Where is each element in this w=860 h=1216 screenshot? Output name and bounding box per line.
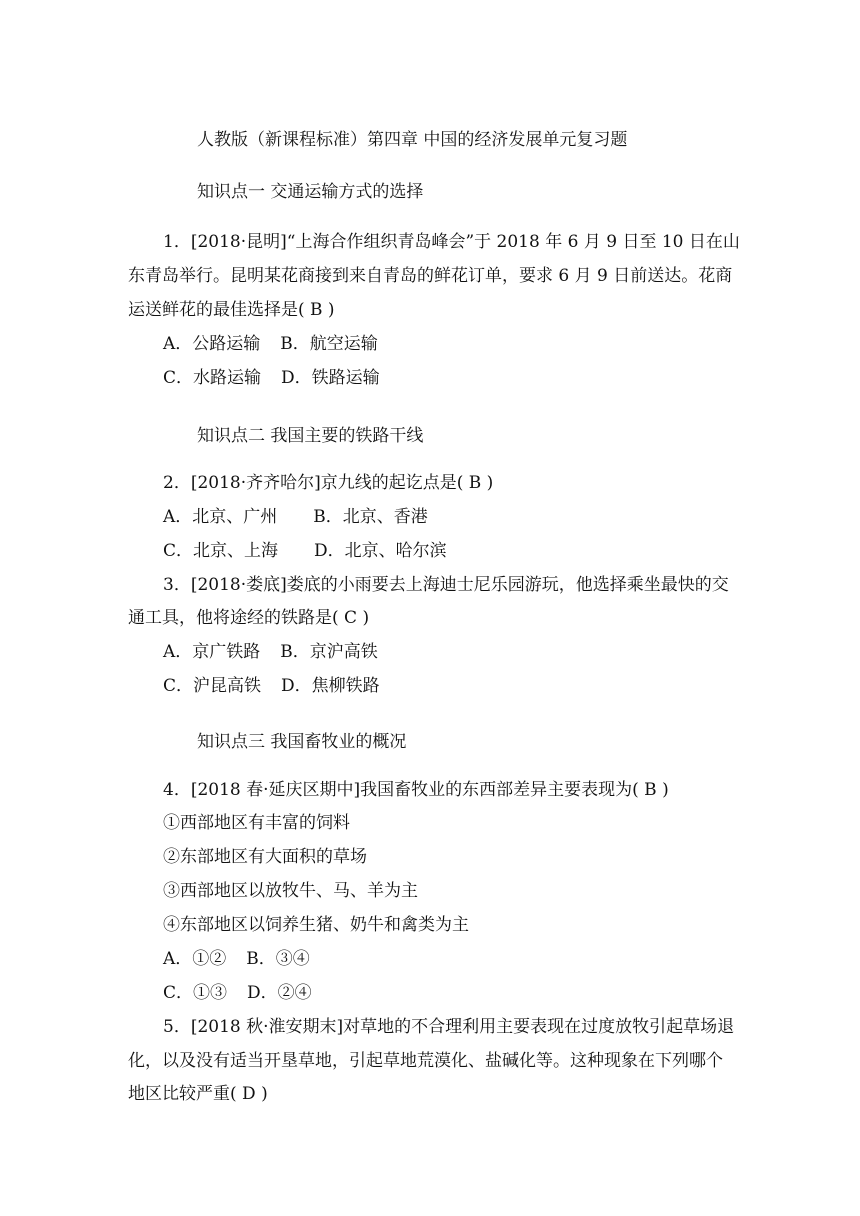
question-1-line-1: 1．[2018·昆明]“上海合作组织青岛峰会”于 2018 年 6 月 9 日至 10 日在山 bbox=[163, 232, 740, 252]
question-4-line-1: 4．[2018 春·延庆区期中]我国畜牧业的东西部差异主要表现为( B ) bbox=[163, 780, 669, 800]
question-3-options-row-1 bbox=[163, 640, 378, 664]
question-4-statement-4: ④东部地区以饲养生猪、奶牛和禽类为主 bbox=[163, 915, 469, 935]
q3-option-a: A．京广铁路 bbox=[163, 642, 261, 662]
question-4-options-row-2 bbox=[163, 981, 312, 1005]
question-4-statement-3: ③西部地区以放牧牛、马、羊为主 bbox=[163, 881, 418, 901]
q2-option-d: D．北京、哈尔滨 bbox=[314, 541, 447, 561]
section-heading-2: 知识点二 我国主要的铁路干线 bbox=[197, 426, 424, 446]
question-2-line-1: 2．[2018·齐齐哈尔]京九线的起讫点是( B ) bbox=[163, 473, 494, 493]
q4-option-b: B．③④ bbox=[246, 949, 310, 969]
q1-option-b: B．航空运输 bbox=[280, 334, 378, 354]
question-5-line-1: 5．[2018 秋·淮安期末]对草地的不合理利用主要表现在过度放牧引起草场退 bbox=[163, 1017, 735, 1037]
question-3-line-1: 3．[2018·娄底]娄底的小雨要去上海迪士尼乐园游玩，他选择乘坐最快的交 bbox=[163, 575, 729, 595]
q3-option-d: D．焦柳铁路 bbox=[281, 676, 380, 696]
q2-option-b: B．北京、香港 bbox=[313, 507, 428, 527]
question-1-line-3: 运送鲜花的最佳选择是( B ) bbox=[128, 300, 335, 320]
q1-option-a: A．公路运输 bbox=[163, 334, 261, 354]
question-4-options-row-1 bbox=[163, 947, 310, 971]
q1-option-c: C．水路运输 bbox=[163, 368, 262, 388]
question-4-statement-1: ①西部地区有丰富的饲料 bbox=[163, 813, 350, 833]
question-5-line-2: 化，以及没有适当开垦草地，引起草地荒漠化、盐碱化等。这种现象在下列哪个 bbox=[128, 1051, 723, 1071]
q2-option-a: A．北京、广州 bbox=[163, 507, 278, 527]
section-heading-1: 知识点一 交通运输方式的选择 bbox=[197, 182, 424, 202]
question-5-line-3: 地区比较严重( D ) bbox=[128, 1084, 268, 1104]
q2-option-c: C．北京、上海 bbox=[163, 541, 279, 561]
question-1-line-2: 东青岛举行。昆明某花商接到来自青岛的鲜花订单，要求 6 月 9 日前送达。花商 bbox=[128, 266, 733, 286]
q4-option-d: D．②④ bbox=[247, 983, 312, 1003]
q3-option-c: C．沪昆高铁 bbox=[163, 676, 262, 696]
q4-option-a: A．①② bbox=[163, 949, 227, 969]
question-2-options-row-1 bbox=[163, 505, 428, 529]
q3-option-b: B．京沪高铁 bbox=[280, 642, 378, 662]
question-4-statement-2: ②东部地区有大面积的草场 bbox=[163, 847, 367, 867]
question-2-options-row-2 bbox=[163, 539, 447, 563]
question-1-options-row-2 bbox=[163, 366, 380, 390]
q1-option-d: D．铁路运输 bbox=[281, 368, 380, 388]
document-title: 人教版（新课程标准）第四章 中国的经济发展单元复习题 bbox=[197, 130, 628, 150]
section-heading-3: 知识点三 我国畜牧业的概况 bbox=[197, 732, 407, 752]
question-1-options-row-1 bbox=[163, 332, 378, 356]
question-3-line-2: 通工具，他将途经的铁路是( C ) bbox=[128, 608, 370, 628]
q4-option-c: C．①③ bbox=[163, 983, 228, 1003]
question-3-options-row-2 bbox=[163, 674, 380, 698]
